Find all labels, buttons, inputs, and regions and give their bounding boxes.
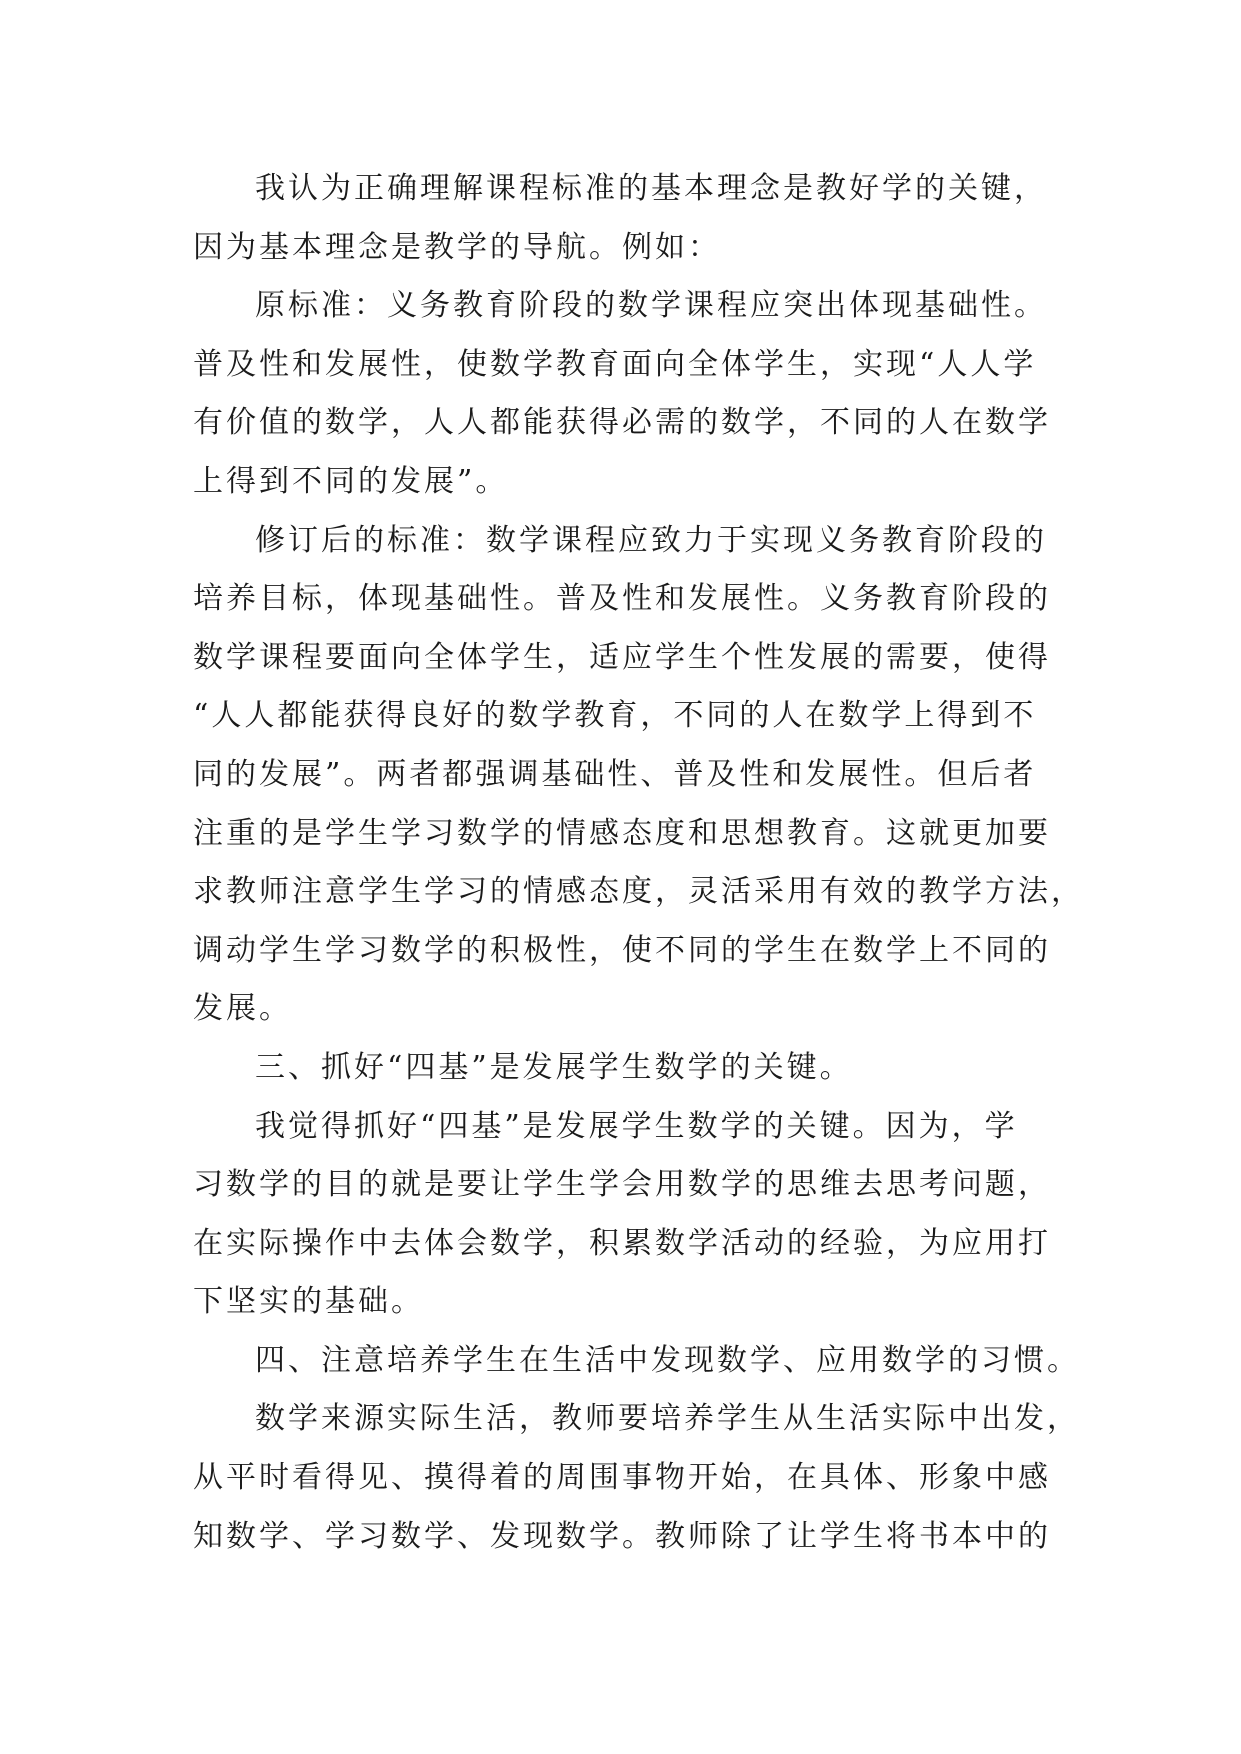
text-line-14: 调动学生学习数学的积极性，使不同的学生在数学上不同的 xyxy=(193,932,1051,968)
text-line-17: 我觉得抓好“四基”是发展学生数学的关键。因为，学 xyxy=(255,1108,1018,1144)
text-line-16: 三、抓好“四基”是发展学生数学的关键。 xyxy=(255,1049,853,1085)
text-line-23: 从平时看得见、摸得着的周围事物开始，在具体、形象中感 xyxy=(193,1460,1051,1496)
text-line-1: 我认为正确理解课程标准的基本理念是教好学的关键， xyxy=(255,171,1047,206)
text-line-20: 下坚实的基础。 xyxy=(193,1284,424,1320)
document-body xyxy=(193,160,1084,1566)
text-line-6: 上得到不同的发展”。 xyxy=(193,463,509,499)
text-line-7: 修订后的标准：数学课程应致力于实现义务教育阶段的 xyxy=(255,522,1047,558)
text-line-5: 有价值的数学，人人都能获得必需的数学，不同的人在数学 xyxy=(193,405,1051,441)
text-line-24: 知数学、学习数学、发现数学。教师除了让学生将书本中的 xyxy=(193,1518,1051,1554)
text-line-2: 因为基本理念是教学的导航。例如： xyxy=(193,229,721,265)
text-line-8: 培养目标，体现基础性。普及性和发展性。义务教育阶段的 xyxy=(193,581,1051,617)
text-line-22: 数学来源实际生活，教师要培养学生从生活实际中出发， xyxy=(255,1401,1080,1437)
text-line-21: 四、注意培养学生在生活中发现数学、应用数学的习惯。 xyxy=(255,1342,1080,1378)
text-line-9: 数学课程要面向全体学生，适应学生个性发展的需要，使得 xyxy=(193,639,1051,675)
text-line-13: 求教师注意学生学习的情感态度，灵活采用有效的教学方法， xyxy=(193,874,1084,910)
text-line-3: 原标准：义务教育阶段的数学课程应突出体现基础性。 xyxy=(255,288,1047,324)
text-line-18: 习数学的目的就是要让学生学会用数学的思维去思考问题， xyxy=(193,1167,1051,1203)
text-line-4: 普及性和发展性，使数学教育面向全体学生，实现“人人学 xyxy=(193,346,1037,382)
text-line-10: “人人都能获得良好的数学教育，不同的人在数学上得到不 xyxy=(193,698,1037,734)
text-line-11: 同的发展”。两者都强调基础性、普及性和发展性。但后者 xyxy=(193,756,1037,792)
text-line-19: 在实际操作中去体会数学，积累数学活动的经验，为应用打 xyxy=(193,1225,1051,1261)
text-line-15: 发展。 xyxy=(193,991,292,1027)
text-line-12: 注重的是学生学习数学的情感态度和思想教育。这就更加要 xyxy=(193,815,1051,851)
